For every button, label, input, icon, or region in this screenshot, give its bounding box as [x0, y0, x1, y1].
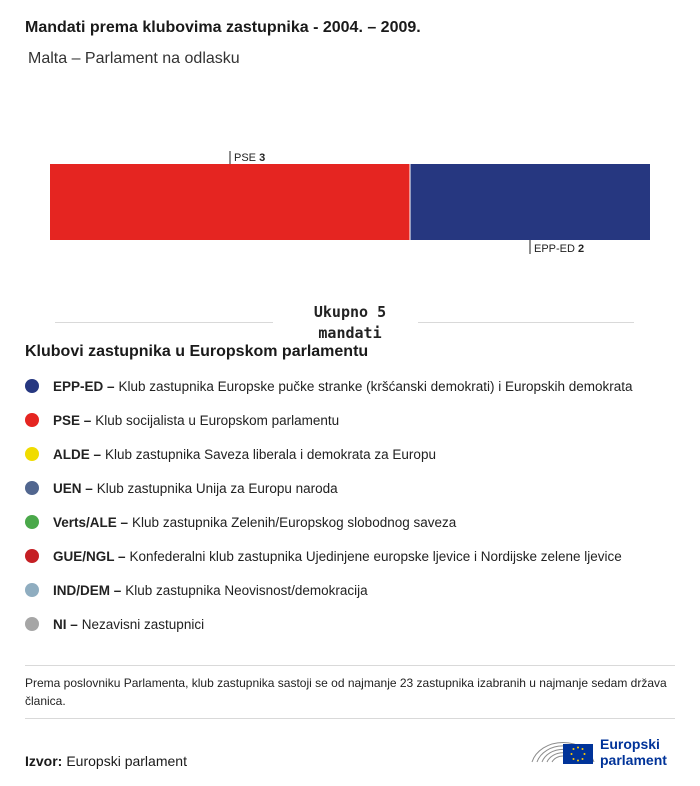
- source: [25, 753, 187, 769]
- total-seats-label: [250, 302, 450, 344]
- seat-bar-chart: [0, 140, 700, 270]
- total-seats-line2: mandati: [318, 324, 382, 342]
- bar-segment-pse: [50, 164, 410, 240]
- legend-title: Klubovi zastupnika u Europskom parlamentu: [25, 343, 369, 360]
- legend-code: EPP-ED –: [53, 378, 115, 394]
- data-label-category: PSE: [234, 152, 260, 164]
- legend-code: UEN –: [53, 480, 93, 496]
- legend-dot-icon: [25, 617, 39, 631]
- bar-segment-epp-ed: [410, 164, 650, 240]
- legend-dot-icon: [25, 379, 39, 393]
- logo-text: [600, 736, 667, 768]
- legend-dot-icon: [25, 413, 39, 427]
- legend-item: [25, 505, 633, 539]
- legend-dot-icon: [25, 515, 39, 529]
- data-label-value: 3: [259, 152, 266, 164]
- source-text: Europski parlament: [66, 753, 187, 769]
- total-divider-left: [55, 322, 273, 323]
- data-label-pse: [234, 152, 265, 164]
- chart-subtitle: Malta – Parlament na odlasku: [28, 50, 240, 67]
- legend-dot-icon: [25, 481, 39, 495]
- logo-line2: parlament: [600, 752, 667, 768]
- legend-item: [25, 403, 633, 437]
- data-label-epp-ed: [534, 243, 584, 255]
- legend-item: [25, 607, 633, 641]
- source-label: Izvor:: [25, 753, 63, 769]
- total-seats-line1: Ukupno 5: [313, 303, 387, 321]
- legend-code: PSE –: [53, 412, 92, 428]
- legend-dot-icon: [25, 549, 39, 563]
- legend-item: [25, 573, 633, 607]
- legend-text: Klub zastupnika Zelenih/Europskog slobodnog saveza: [132, 514, 457, 530]
- legend-text: Nezavisni zastupnici: [81, 616, 205, 632]
- legend-code: Verts/ALE –: [53, 514, 129, 530]
- footnote: Prema poslovniku Parlamenta, klub zastupnika sastoji se od najmanje 23 zastupnika izabranih u najmanje sedam država članica.: [25, 676, 667, 708]
- legend-item: [25, 539, 633, 573]
- note-divider-bottom: [25, 718, 675, 719]
- logo-line1: Europski: [600, 736, 660, 752]
- chart-title: Mandati prema klubovima zastupnika - 2004. – 2009.: [25, 19, 421, 36]
- legend-text: Klub zastupnika Unija za Europu naroda: [96, 480, 338, 496]
- legend-code: IND/DEM –: [53, 582, 122, 598]
- legend-item: [25, 369, 633, 403]
- note-divider-top: [25, 665, 675, 666]
- total-divider-right: [418, 322, 634, 323]
- legend-dot-icon: [25, 447, 39, 461]
- legend-text: Konfederalni klub zastupnika Ujedinjene europske ljevice i Nordijske zelene ljevice: [129, 548, 622, 564]
- legend-text: Klub socijalista u Europskom parlamentu: [95, 412, 340, 428]
- legend-dot-icon: [25, 583, 39, 597]
- legend-text: Klub zastupnika Neovisnost/demokracija: [125, 582, 368, 598]
- legend-item: [25, 471, 633, 505]
- legend-text: Klub zastupnika Europske pučke stranke (kršćanski demokrati) i Europskih demokrata: [118, 378, 633, 394]
- legend-code: NI –: [53, 616, 78, 632]
- legend: [25, 369, 633, 641]
- legend-text: Klub zastupnika Saveza liberala i demokrata za Europu: [105, 446, 436, 462]
- data-label-value: 2: [578, 243, 585, 255]
- data-label-category: EPP-ED: [534, 243, 579, 255]
- legend-code: ALDE –: [53, 446, 102, 462]
- legend-item: [25, 437, 633, 471]
- legend-code: GUE/NGL –: [53, 548, 126, 564]
